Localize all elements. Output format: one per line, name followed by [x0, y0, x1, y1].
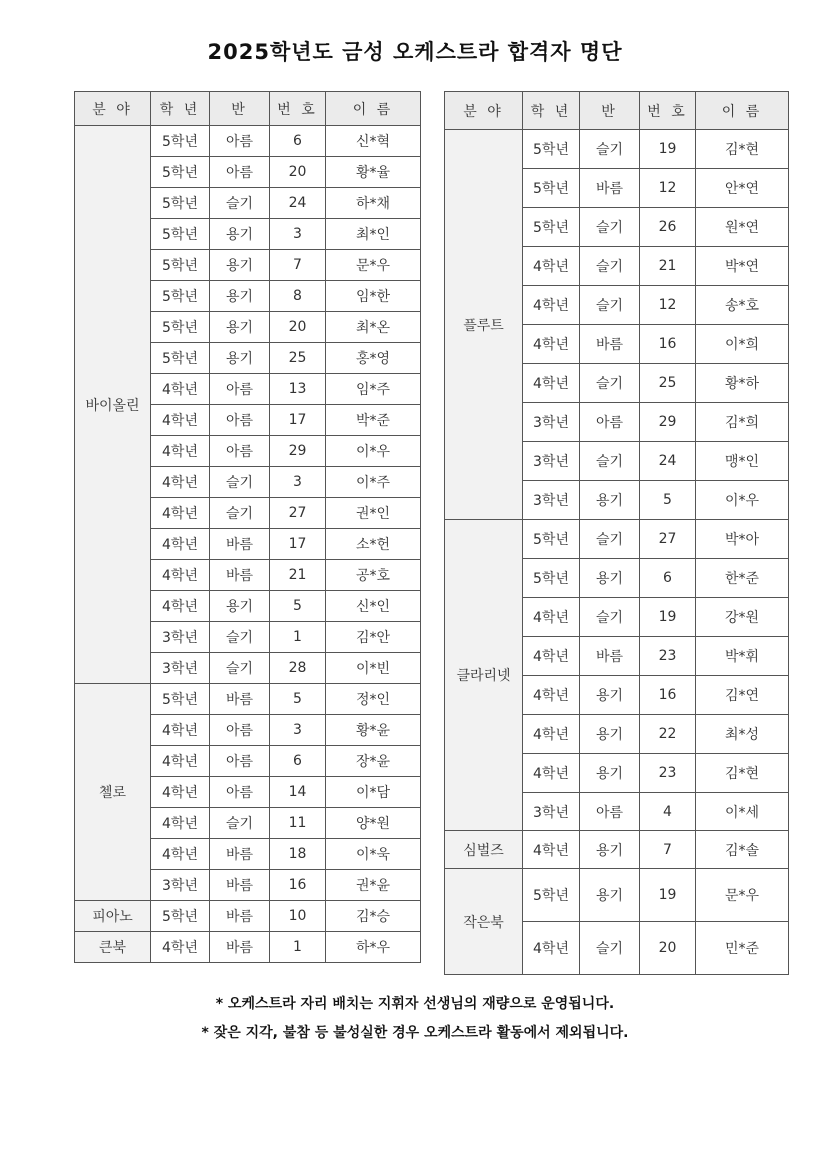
grade-cell: 3학년	[151, 622, 210, 653]
name-cell: 안*연	[696, 169, 789, 208]
grade-cell: 4학년	[523, 715, 580, 754]
class-cell: 슬기	[580, 130, 640, 169]
grade-cell: 4학년	[151, 715, 210, 746]
number-cell: 13	[270, 374, 326, 405]
number-cell: 16	[640, 325, 696, 364]
roster-table-left	[74, 91, 421, 963]
number-cell: 6	[640, 559, 696, 598]
number-cell: 17	[270, 405, 326, 436]
name-cell: 장*윤	[326, 746, 421, 777]
class-cell: 아름	[210, 777, 270, 808]
number-cell: 24	[640, 442, 696, 481]
class-cell: 아름	[210, 157, 270, 188]
grade-cell: 4학년	[523, 831, 580, 869]
name-cell: 이*희	[696, 325, 789, 364]
class-cell: 바름	[210, 529, 270, 560]
class-cell: 슬기	[210, 808, 270, 839]
section-cell: 첼로	[75, 684, 151, 901]
name-cell: 황*율	[326, 157, 421, 188]
name-cell: 황*하	[696, 364, 789, 403]
number-cell: 25	[270, 343, 326, 374]
name-cell: 이*우	[696, 481, 789, 520]
class-cell: 용기	[210, 343, 270, 374]
number-cell: 18	[270, 839, 326, 870]
number-cell: 17	[270, 529, 326, 560]
name-cell: 이*주	[326, 467, 421, 498]
header-grade: 학 년	[523, 92, 580, 130]
class-cell: 용기	[210, 312, 270, 343]
grade-cell: 5학년	[151, 901, 210, 932]
grade-cell: 4학년	[151, 591, 210, 622]
name-cell: 박*준	[326, 405, 421, 436]
grade-cell: 5학년	[523, 559, 580, 598]
section-cell: 바이올린	[75, 126, 151, 684]
number-cell: 12	[640, 169, 696, 208]
number-cell: 10	[270, 901, 326, 932]
roster-table-right	[444, 91, 789, 975]
grade-cell: 4학년	[151, 777, 210, 808]
name-cell: 김*현	[696, 754, 789, 793]
class-cell: 바름	[210, 839, 270, 870]
number-cell: 28	[270, 653, 326, 684]
name-cell: 신*혁	[326, 126, 421, 157]
class-cell: 바름	[580, 169, 640, 208]
section-cell: 피아노	[75, 901, 151, 932]
number-cell: 23	[640, 637, 696, 676]
number-cell: 20	[270, 157, 326, 188]
header-field: 분 야	[75, 92, 151, 126]
name-cell: 최*인	[326, 219, 421, 250]
name-cell: 하*채	[326, 188, 421, 219]
number-cell: 7	[270, 250, 326, 281]
name-cell: 홍*영	[326, 343, 421, 374]
class-cell: 슬기	[580, 922, 640, 975]
table-row	[445, 869, 789, 922]
header-class: 반	[210, 92, 270, 126]
number-cell: 21	[640, 247, 696, 286]
class-cell: 슬기	[580, 598, 640, 637]
name-cell: 민*준	[696, 922, 789, 975]
number-cell: 26	[640, 208, 696, 247]
grade-cell: 5학년	[151, 157, 210, 188]
header-name: 이 름	[326, 92, 421, 126]
name-cell: 맹*인	[696, 442, 789, 481]
class-cell: 슬기	[580, 247, 640, 286]
grade-cell: 5학년	[151, 684, 210, 715]
name-cell: 원*연	[696, 208, 789, 247]
grade-cell: 5학년	[523, 208, 580, 247]
name-cell: 김*연	[696, 676, 789, 715]
name-cell: 문*우	[326, 250, 421, 281]
grade-cell: 4학년	[151, 529, 210, 560]
class-cell: 용기	[210, 281, 270, 312]
grade-cell: 5학년	[151, 281, 210, 312]
class-cell: 용기	[580, 831, 640, 869]
name-cell: 한*준	[696, 559, 789, 598]
name-cell: 공*호	[326, 560, 421, 591]
grade-cell: 5학년	[523, 869, 580, 922]
grade-cell: 4학년	[523, 922, 580, 975]
grade-cell: 5학년	[151, 126, 210, 157]
name-cell: 김*현	[696, 130, 789, 169]
name-cell: 최*성	[696, 715, 789, 754]
class-cell: 바름	[210, 870, 270, 901]
header-class: 반	[580, 92, 640, 130]
class-cell: 슬기	[210, 653, 270, 684]
number-cell: 29	[640, 403, 696, 442]
number-cell: 5	[270, 591, 326, 622]
class-cell: 아름	[210, 405, 270, 436]
table-header-row	[445, 92, 789, 130]
class-cell: 슬기	[210, 188, 270, 219]
grade-cell: 3학년	[523, 793, 580, 831]
class-cell: 용기	[580, 869, 640, 922]
name-cell: 김*안	[326, 622, 421, 653]
name-cell: 권*인	[326, 498, 421, 529]
class-cell: 바름	[210, 560, 270, 591]
number-cell: 21	[270, 560, 326, 591]
name-cell: 김*승	[326, 901, 421, 932]
number-cell: 5	[270, 684, 326, 715]
notes	[0, 990, 830, 1048]
name-cell: 이*담	[326, 777, 421, 808]
number-cell: 24	[270, 188, 326, 219]
name-cell: 임*주	[326, 374, 421, 405]
class-cell: 슬기	[580, 286, 640, 325]
name-cell: 김*희	[696, 403, 789, 442]
class-cell: 아름	[210, 374, 270, 405]
name-cell: 최*온	[326, 312, 421, 343]
grade-cell: 3학년	[523, 403, 580, 442]
name-cell: 박*연	[696, 247, 789, 286]
name-cell: 송*호	[696, 286, 789, 325]
grade-cell: 5학년	[523, 169, 580, 208]
name-cell: 신*인	[326, 591, 421, 622]
grade-cell: 3학년	[151, 653, 210, 684]
number-cell: 11	[270, 808, 326, 839]
number-cell: 16	[640, 676, 696, 715]
number-cell: 16	[270, 870, 326, 901]
class-cell: 용기	[580, 676, 640, 715]
grade-cell: 4학년	[151, 932, 210, 963]
number-cell: 5	[640, 481, 696, 520]
name-cell: 황*윤	[326, 715, 421, 746]
number-cell: 25	[640, 364, 696, 403]
number-cell: 3	[270, 219, 326, 250]
table-row	[75, 126, 421, 157]
class-cell: 용기	[210, 250, 270, 281]
number-cell: 27	[640, 520, 696, 559]
number-cell: 20	[640, 922, 696, 975]
header-number: 번 호	[640, 92, 696, 130]
table-row	[445, 130, 789, 169]
header-field: 분 야	[445, 92, 523, 130]
section-cell: 큰북	[75, 932, 151, 963]
table-row	[445, 520, 789, 559]
grade-cell: 4학년	[523, 325, 580, 364]
grade-cell: 4학년	[523, 598, 580, 637]
name-cell: 양*원	[326, 808, 421, 839]
number-cell: 7	[640, 831, 696, 869]
table-row	[75, 932, 421, 963]
name-cell: 강*원	[696, 598, 789, 637]
grade-cell: 3학년	[523, 481, 580, 520]
table-row	[75, 901, 421, 932]
grade-cell: 4학년	[523, 247, 580, 286]
name-cell: 임*한	[326, 281, 421, 312]
table-header-row	[75, 92, 421, 126]
class-cell: 바름	[210, 901, 270, 932]
class-cell: 슬기	[580, 364, 640, 403]
number-cell: 29	[270, 436, 326, 467]
grade-cell: 5학년	[151, 219, 210, 250]
class-cell: 아름	[210, 715, 270, 746]
grade-cell: 4학년	[151, 560, 210, 591]
grade-cell: 4학년	[151, 808, 210, 839]
grade-cell: 4학년	[151, 498, 210, 529]
header-grade: 학 년	[151, 92, 210, 126]
grade-cell: 5학년	[523, 520, 580, 559]
grade-cell: 4학년	[523, 676, 580, 715]
number-cell: 23	[640, 754, 696, 793]
grade-cell: 4학년	[523, 364, 580, 403]
number-cell: 19	[640, 130, 696, 169]
class-cell: 슬기	[210, 622, 270, 653]
name-cell: 이*세	[696, 793, 789, 831]
number-cell: 22	[640, 715, 696, 754]
note-line: * 오케스트라 자리 배치는 지휘자 선생님의 재량으로 운영됩니다.	[215, 996, 615, 1012]
grade-cell: 5학년	[151, 250, 210, 281]
name-cell: 이*우	[326, 436, 421, 467]
class-cell: 용기	[210, 591, 270, 622]
number-cell: 27	[270, 498, 326, 529]
class-cell: 슬기	[580, 520, 640, 559]
grade-cell: 5학년	[151, 188, 210, 219]
section-cell: 클라리넷	[445, 520, 523, 831]
number-cell: 1	[270, 622, 326, 653]
name-cell: 박*아	[696, 520, 789, 559]
grade-cell: 4학년	[151, 374, 210, 405]
name-cell: 하*우	[326, 932, 421, 963]
number-cell: 6	[270, 126, 326, 157]
name-cell: 김*솔	[696, 831, 789, 869]
class-cell: 슬기	[210, 498, 270, 529]
number-cell: 6	[270, 746, 326, 777]
grade-cell: 5학년	[151, 343, 210, 374]
name-cell: 이*욱	[326, 839, 421, 870]
grade-cell: 4학년	[151, 467, 210, 498]
grade-cell: 3학년	[151, 870, 210, 901]
name-cell: 박*휘	[696, 637, 789, 676]
name-cell: 권*윤	[326, 870, 421, 901]
class-cell: 용기	[580, 754, 640, 793]
header-number: 번 호	[270, 92, 326, 126]
name-cell: 이*빈	[326, 653, 421, 684]
class-cell: 아름	[580, 403, 640, 442]
class-cell: 용기	[580, 715, 640, 754]
number-cell: 12	[640, 286, 696, 325]
number-cell: 19	[640, 869, 696, 922]
grade-cell: 3학년	[523, 442, 580, 481]
name-cell: 문*우	[696, 869, 789, 922]
class-cell: 바름	[210, 684, 270, 715]
class-cell: 용기	[580, 481, 640, 520]
number-cell: 8	[270, 281, 326, 312]
class-cell: 용기	[210, 219, 270, 250]
section-cell: 작은북	[445, 869, 523, 975]
grade-cell: 5학년	[523, 130, 580, 169]
grade-cell: 4학년	[151, 746, 210, 777]
grade-cell: 4학년	[151, 436, 210, 467]
table-row	[445, 831, 789, 869]
class-cell: 아름	[210, 746, 270, 777]
header-name: 이 름	[696, 92, 789, 130]
name-cell: 정*인	[326, 684, 421, 715]
section-cell: 플루트	[445, 130, 523, 520]
grade-cell: 4학년	[523, 286, 580, 325]
class-cell: 아름	[210, 126, 270, 157]
number-cell: 3	[270, 715, 326, 746]
number-cell: 14	[270, 777, 326, 808]
section-cell: 심벌즈	[445, 831, 523, 869]
class-cell: 바름	[580, 325, 640, 364]
number-cell: 19	[640, 598, 696, 637]
class-cell: 슬기	[210, 467, 270, 498]
class-cell: 슬기	[580, 208, 640, 247]
class-cell: 용기	[580, 559, 640, 598]
number-cell: 20	[270, 312, 326, 343]
class-cell: 아름	[210, 436, 270, 467]
class-cell: 바름	[210, 932, 270, 963]
name-cell: 소*헌	[326, 529, 421, 560]
note-line: * 잦은 지각, 불참 등 불성실한 경우 오케스트라 활동에서 제외됩니다.	[201, 1025, 629, 1041]
grade-cell: 5학년	[151, 312, 210, 343]
grade-cell: 4학년	[151, 839, 210, 870]
number-cell: 3	[270, 467, 326, 498]
class-cell: 슬기	[580, 442, 640, 481]
grade-cell: 4학년	[523, 754, 580, 793]
page-title: 2025학년도 금성 오케스트라 합격자 명단	[207, 40, 623, 64]
grade-cell: 4학년	[151, 405, 210, 436]
grade-cell: 4학년	[523, 637, 580, 676]
number-cell: 1	[270, 932, 326, 963]
class-cell: 아름	[580, 793, 640, 831]
class-cell: 바름	[580, 637, 640, 676]
number-cell: 4	[640, 793, 696, 831]
table-row	[75, 684, 421, 715]
